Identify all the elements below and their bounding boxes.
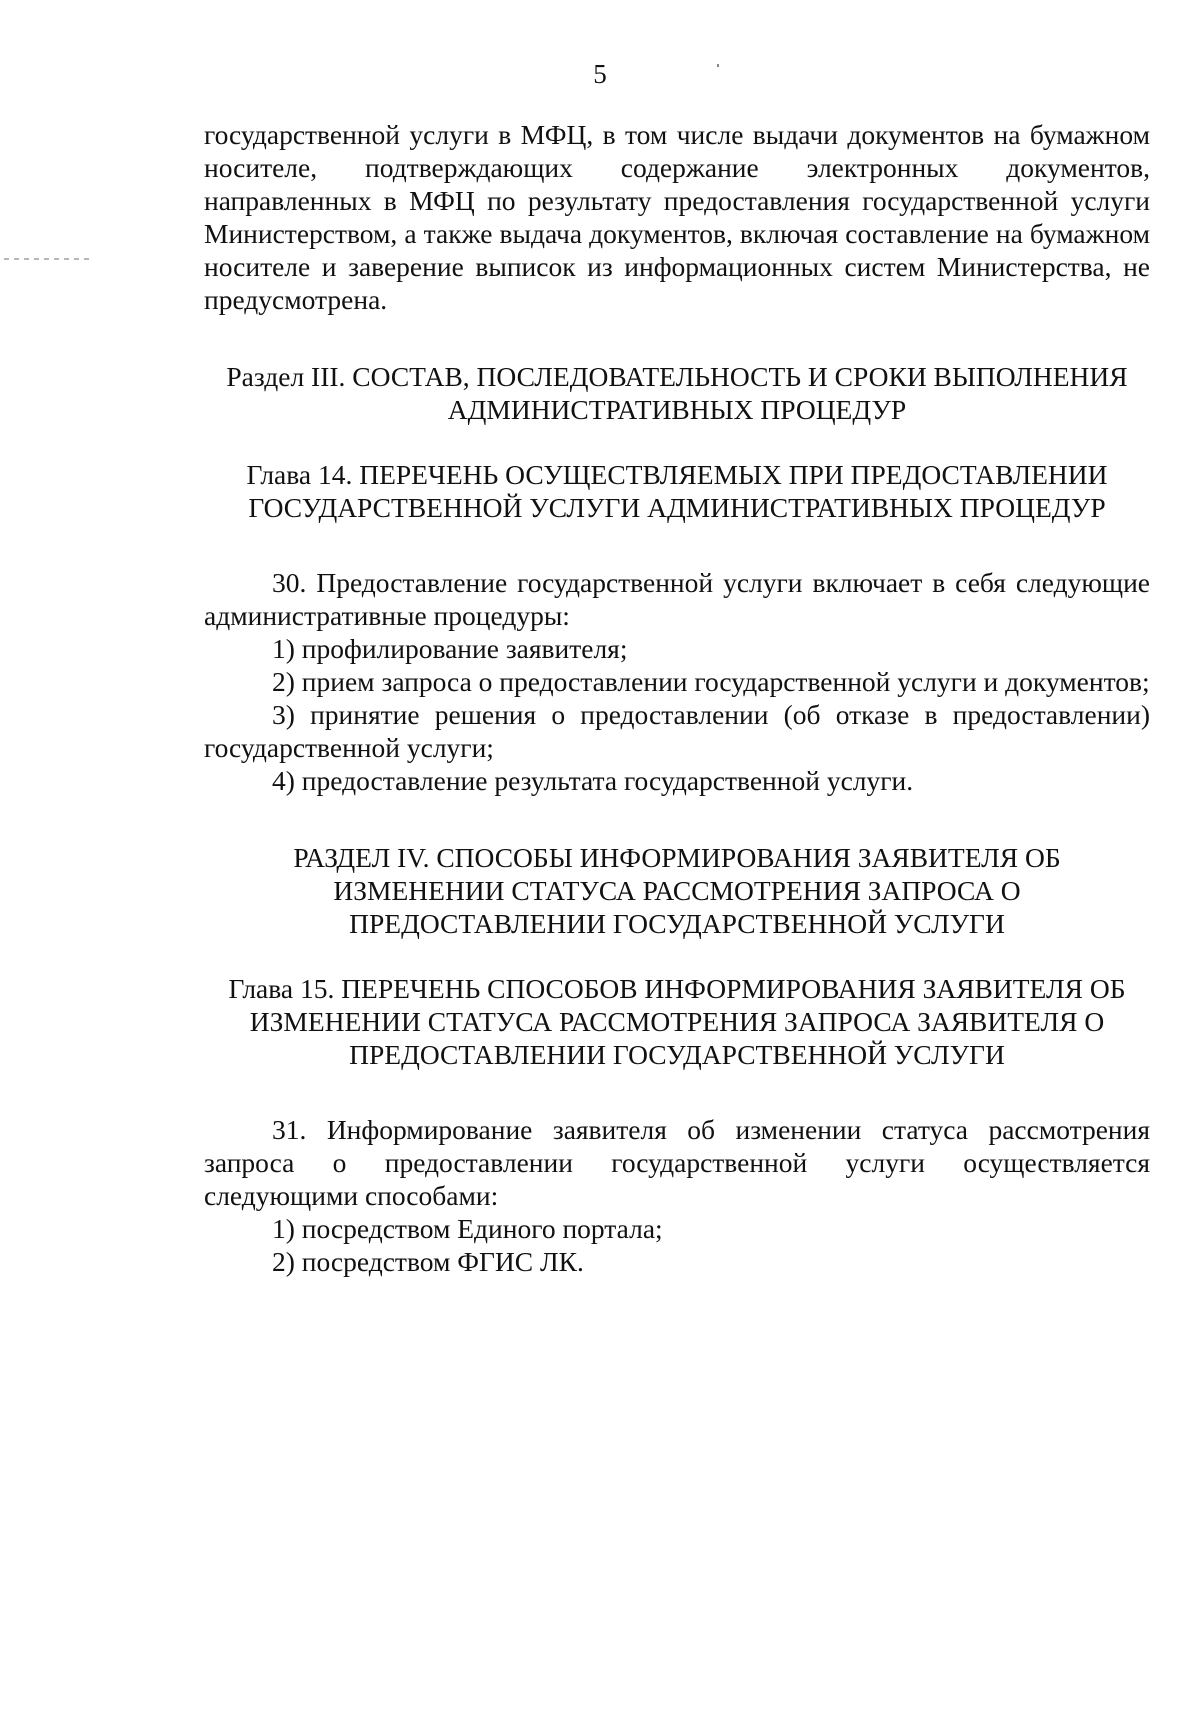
- item-30-subitem-2: 2) прием запроса о предоставлении государственной услуги и документов;: [272, 666, 1150, 697]
- chapter-15-heading-line-1: Глава 15. ПЕРЕЧЕНЬ СПОСОБОВ ИНФОРМИРОВАНИЯ ЗАЯВИТЕЛЯ ОБ: [228, 973, 1126, 1004]
- section-4-heading-line-1: РАЗДЕЛ IV. СПОСОБЫ ИНФОРМИРОВАНИЯ ЗАЯВИТЕЛЯ ОБ: [293, 842, 1061, 873]
- item-31-text: 31. Информирование заявителя об изменении статуса рассмотрения запроса о предоставлении государственной услуги осуществляется следующими способами:: [204, 1114, 1150, 1211]
- chapter-14-heading-line-2: ГОСУДАРСТВЕННОЙ УСЛУГИ АДМИНИСТРАТИВНЫХ ПРОЦЕДУР: [248, 492, 1106, 523]
- item-30-text: 30. Предоставление государственной услуги включает в себя следующие административные процедуры:: [204, 567, 1150, 631]
- item-30: [204, 566, 1150, 797]
- document-body: [204, 118, 1150, 1278]
- page-number: 5: [593, 59, 607, 89]
- section-3-heading-line-1: Раздел III. СОСТАВ, ПОСЛЕДОВАТЕЛЬНОСТЬ И СРОКИ ВЫПОЛНЕНИЯ: [226, 361, 1128, 392]
- section-4-heading-line-2: ИЗМЕНЕНИИ СТАТУСА РАССМОТРЕНИЯ ЗАПРОСА О: [333, 875, 1021, 906]
- scan-artifact: [4, 258, 94, 260]
- chapter-15-heading: [204, 972, 1150, 1071]
- item-30-subitem-3: 3) принятие решения о предоставлении (об отказе в предоставлении) государственной услуги;: [204, 699, 1150, 763]
- section-3-heading-line-2: АДМИНИСТРАТИВНЫХ ПРОЦЕДУР: [447, 394, 907, 425]
- item-30-subitem-1: 1) профилирование заявителя;: [272, 633, 628, 664]
- item-30-subitem-4: 4) предоставление результата государственной услуги.: [272, 765, 914, 796]
- chapter-14-heading: [204, 458, 1150, 524]
- item-31-subitem-1: 1) посредством Единого портала;: [272, 1213, 663, 1244]
- section-4-heading: [204, 841, 1150, 940]
- chapter-15-heading-line-2: ИЗМЕНЕНИИ СТАТУСА РАССМОТРЕНИЯ ЗАПРОСА ЗАЯВИТЕЛЯ О: [249, 1006, 1105, 1037]
- item-31-subitem-2: 2) посредством ФГИС ЛК.: [272, 1246, 584, 1277]
- chapter-15-heading-line-3: ПРЕДОСТАВЛЕНИИ ГОСУДАРСТВЕННОЙ УСЛУГИ: [349, 1039, 1005, 1070]
- item-31: [204, 1113, 1150, 1278]
- intro-paragraph: государственной услуги в МФЦ, в том числе выдачи документов на бумажном носителе, подтверждающих содержание электронных документов, направленных в МФЦ по результату предоставления государственной услуги Министерством, а также выдача документов, включая составление на бумажном носителе и заверение выписок из информационных систем Министерства, не предусмотрена.: [204, 119, 1150, 315]
- chapter-14-heading-line-1: Глава 14. ПЕРЕЧЕНЬ ОСУЩЕСТВЛЯЕМЫХ ПРИ ПРЕДОСТАВЛЕНИИ: [246, 459, 1108, 490]
- section-3-heading: [204, 360, 1150, 426]
- section-4-heading-line-3: ПРЕДОСТАВЛЕНИИ ГОСУДАРСТВЕННОЙ УСЛУГИ: [349, 908, 1005, 939]
